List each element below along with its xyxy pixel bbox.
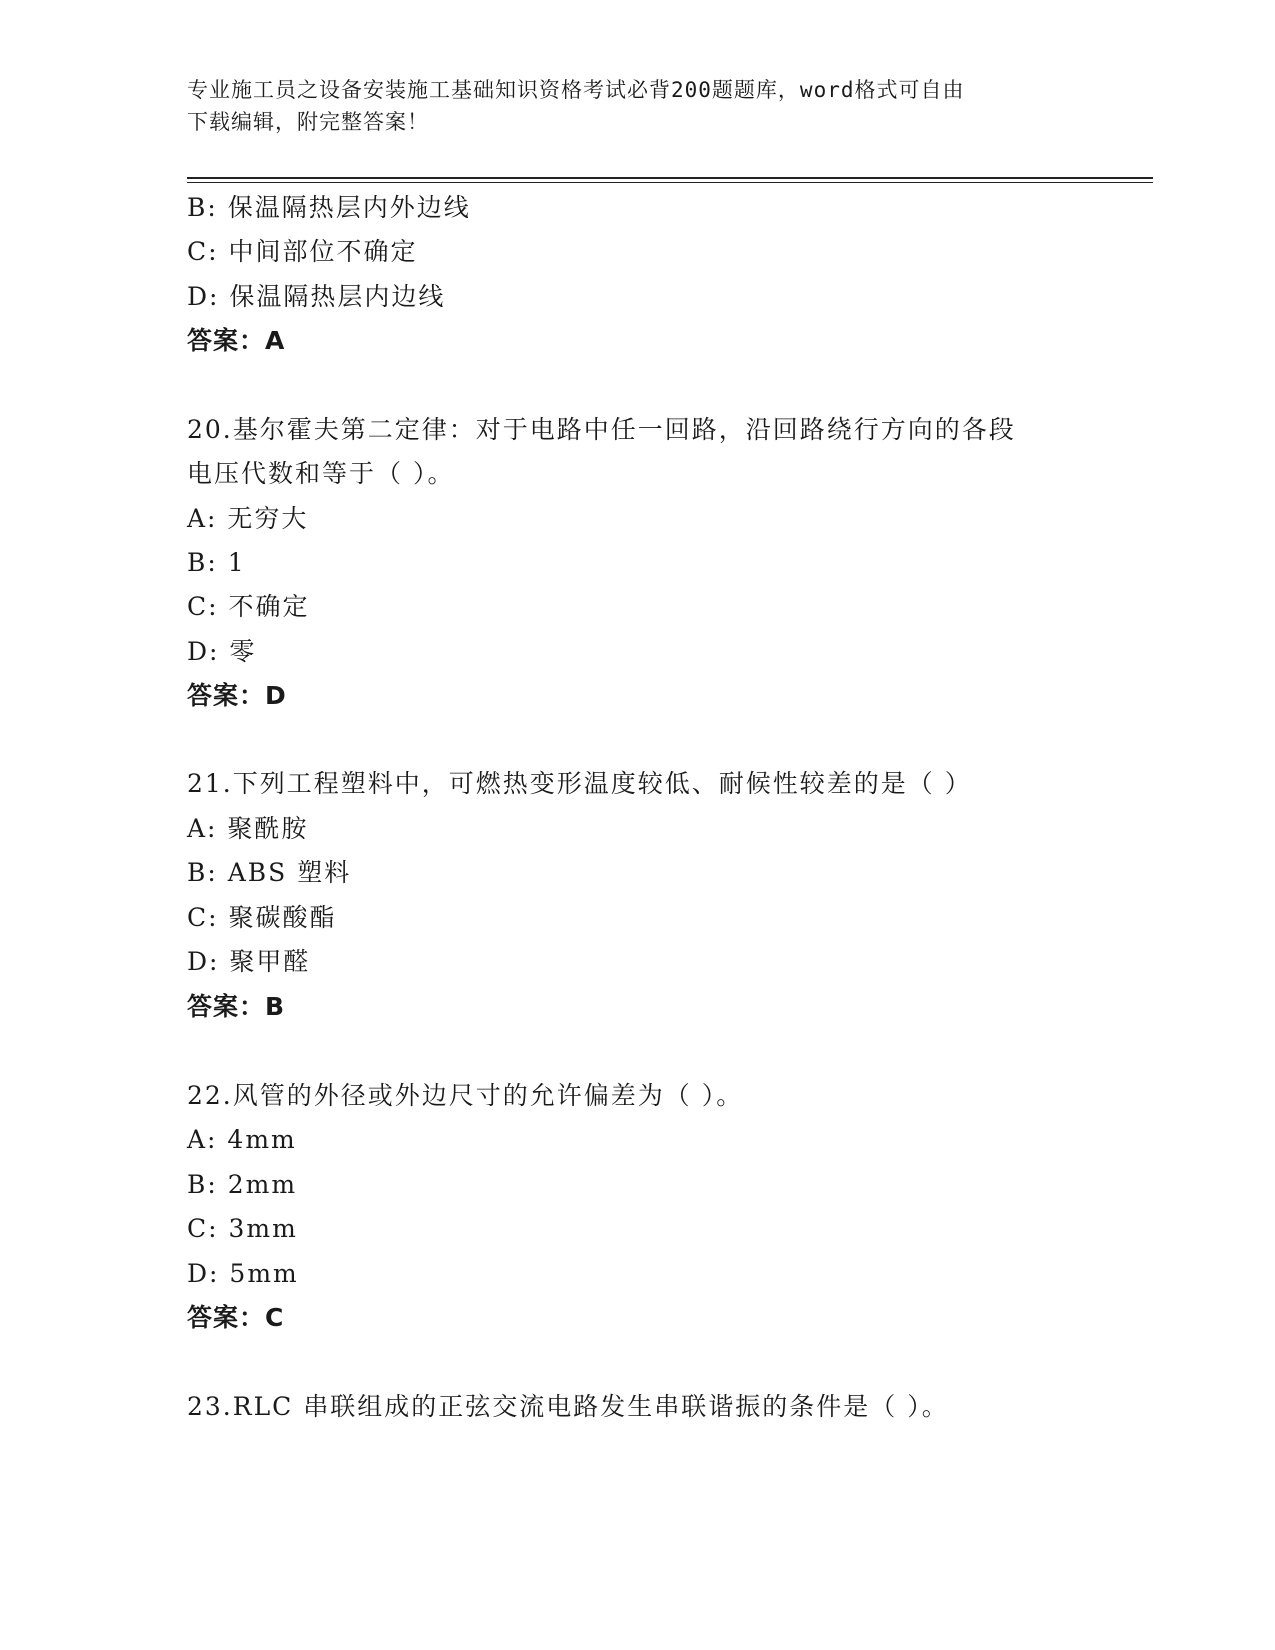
header-divider-thick — [187, 177, 1153, 179]
q23-stem-line-1: 23.RLC 串联组成的正弦交流电路发生串联谐振的条件是（ ）。 — [187, 1392, 949, 1421]
q21-stem-line-1: 21.下列工程塑料中，可燃热变形温度较低、耐候性较差的是（ ） — [187, 769, 972, 798]
document-header — [187, 74, 1067, 138]
q19-option-c: C: 中间部位不确定 — [187, 237, 418, 266]
header-divider-thin — [187, 182, 1153, 183]
q20-answer: 答案：D — [187, 681, 287, 710]
q22-option-d: D: 5mm — [187, 1259, 299, 1288]
q19-answer: 答案：A — [187, 326, 286, 355]
q20-option-c: C: 不确定 — [187, 592, 310, 621]
q22-answer: 答案：C — [187, 1303, 285, 1332]
q20-option-a: A: 无穷大 — [187, 504, 309, 533]
q21-answer: 答案：B — [187, 992, 286, 1021]
q20-option-d: D: 零 — [187, 637, 257, 666]
q20-stem-line-1: 20.基尔霍夫第二定律：对于电路中任一回路，沿回路绕行方向的各段 — [187, 415, 1016, 444]
q22-option-c: C: 3mm — [187, 1214, 298, 1243]
q20-stem-line-2: 电压代数和等于（ ）。 — [187, 459, 455, 488]
q21-option-d: D: 聚甲醛 — [187, 947, 311, 976]
q22-stem-line-1: 22.风管的外径或外边尺寸的允许偏差为（ ）。 — [187, 1081, 744, 1110]
q19-option-b: B: 保温隔热层内外边线 — [187, 193, 471, 222]
q21-option-a: A: 聚酰胺 — [187, 814, 309, 843]
q21-option-c: C: 聚碳酸酯 — [187, 903, 337, 932]
q22-option-a: A: 4mm — [187, 1125, 297, 1154]
q21-option-b: B: ABS 塑料 — [187, 858, 352, 887]
q20-option-b: B: 1 — [187, 548, 246, 577]
header-line-2: 下载编辑，附完整答案！ — [187, 110, 429, 134]
header-line-1: 专业施工员之设备安装施工基础知识资格考试必背200题题库，word格式可自由 — [187, 78, 965, 102]
q22-option-b: B: 2mm — [187, 1170, 298, 1199]
q19-option-d: D: 保温隔热层内边线 — [187, 282, 446, 311]
